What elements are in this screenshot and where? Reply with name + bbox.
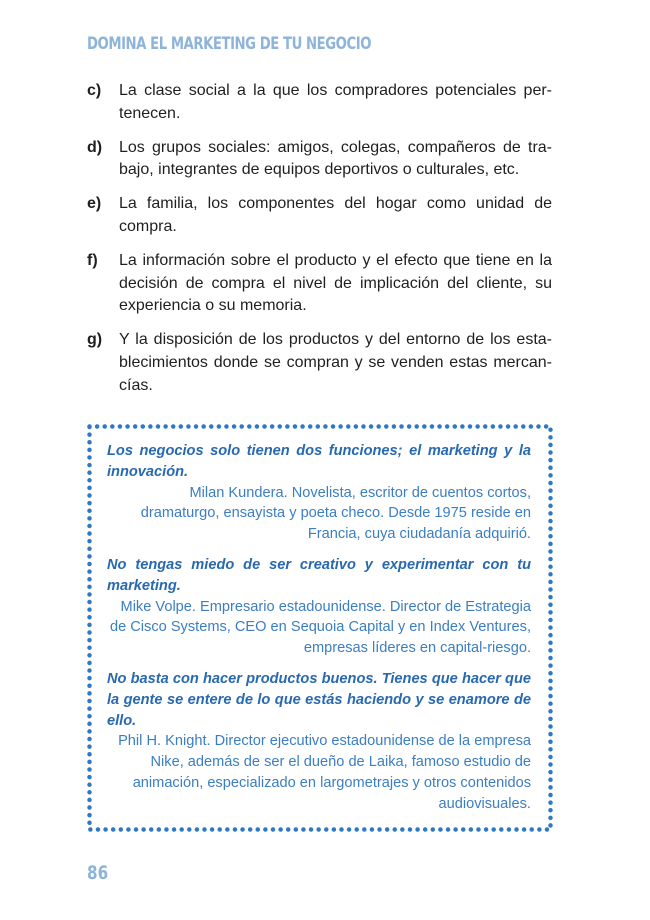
- list-item-letter: f): [87, 251, 98, 269]
- list-item: [87, 137, 552, 183]
- quote-author: Milan Kundera. Novelista, escritor de cuentos cortos, dramaturgo, ensayista y poeta checo. Desde 1975 reside en Francia, cuya ciudadanía adquirió.: [140, 484, 531, 543]
- list-item-text: Los grupos sociales: amigos, colegas, compañeros de trabajo, integrantes de equipos deportivos o culturales, etc.: [119, 138, 552, 179]
- list-item: [87, 329, 552, 397]
- list-item-letter: d): [87, 138, 103, 156]
- list-item-letter: g): [87, 331, 103, 349]
- running-header: DOMINA EL MARKETING DE TU NEGOCIO: [87, 34, 372, 54]
- list-item: [87, 80, 552, 126]
- quotes-container: [107, 441, 531, 825]
- quote-block: [107, 555, 531, 659]
- list-item: [87, 193, 552, 239]
- list-item: [87, 250, 552, 318]
- page-number: 86: [87, 862, 109, 884]
- list-item-text: La clase social a la que los compradores potenciales pertenecen.: [119, 82, 552, 122]
- quote-author: Mike Volpe. Empresario estadounidense. Director de Estrategia de Cisco Systems, CEO en Sequoia Capital y en Index Ventures, empresas líderes en capital-riesgo.: [109, 598, 531, 657]
- quote-text: No basta con hacer productos buenos. Tienes que hacer que la gente se entere de lo que estás haciendo y se enamore de ello.: [107, 670, 531, 729]
- quote-block: [107, 669, 531, 815]
- list-item-letter: c): [87, 82, 102, 99]
- quote-block: [107, 441, 531, 545]
- list-item-text: Y la disposición de los productos y del entorno de los establecimientos donde se compran y se venden estas mercancías.: [119, 331, 552, 394]
- criteria-list: [87, 80, 552, 409]
- list-item-text: La información sobre el producto y el efecto que tiene en la decisión de compra el nivel de implicación del cliente, su experiencia o su memoria.: [119, 251, 552, 315]
- quote-text: Los negocios solo tienen dos funciones; el marketing y la innovación.: [107, 443, 531, 480]
- list-item-letter: e): [87, 195, 102, 213]
- quote-text: No tengas miedo de ser creativo y experimentar con tu marketing.: [107, 556, 531, 594]
- quote-author: Phil H. Knight. Director ejecutivo estadounidense de la empresa Nike, además de ser el dueño de Laika, famoso estudio de animación, especializado en largometrajes y otros contenidos audiovisuales.: [118, 733, 531, 812]
- list-item-text: La familia, los componentes del hogar como unidad de compra.: [119, 195, 552, 235]
- quote-box: [87, 424, 553, 832]
